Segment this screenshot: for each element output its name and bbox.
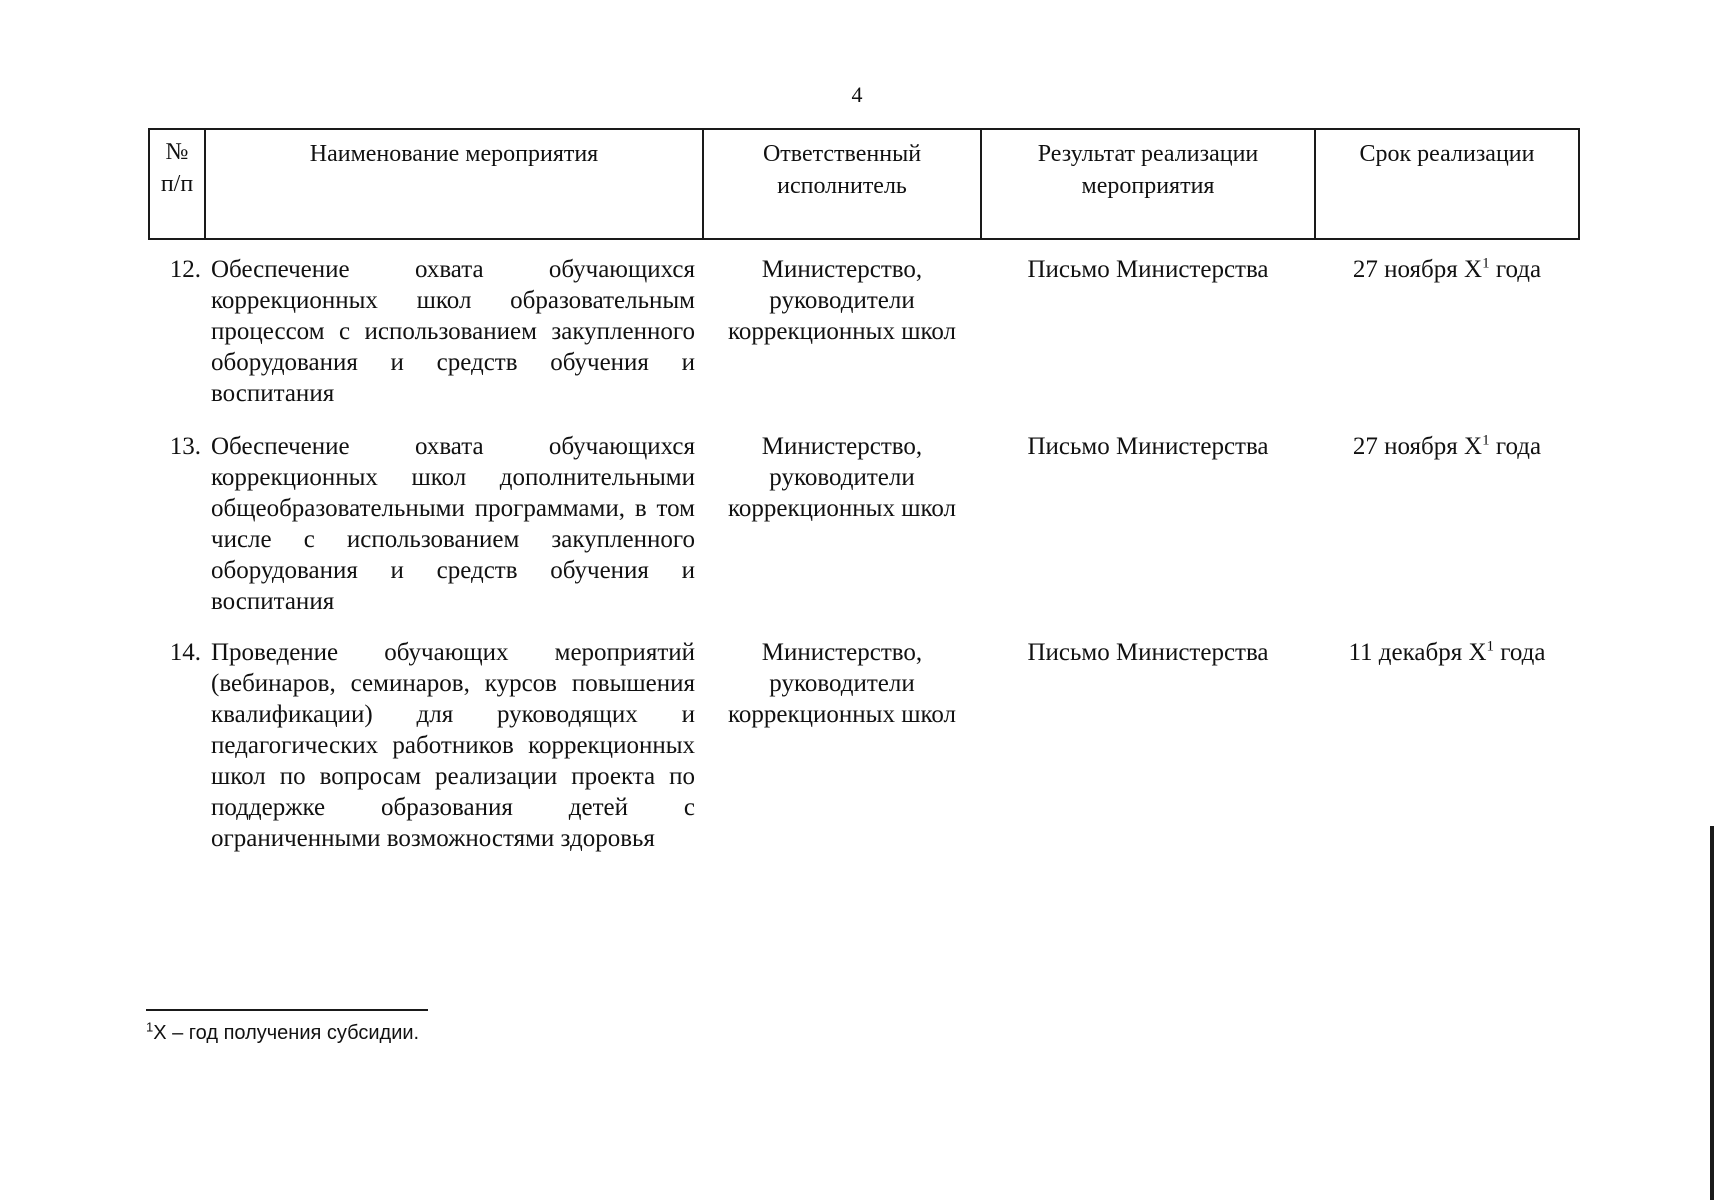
- activity-name: Обеспечение охвата обучающихся коррекционных школ образовательным процессом с использованием закупленного оборудования и средств обучения и воспитания: [211, 256, 695, 407]
- header-number: № п/п: [149, 129, 205, 239]
- row-number: 12.: [169, 256, 201, 283]
- footnote-reference: 1: [1482, 255, 1490, 272]
- activity-name: Проведение обучающих мероприятий (вебинаров, семинаров, курсов повышения квалификации) для руководящих и педагогических работников коррекционных школ по вопросам реализации проекта по поддержке образования детей с ограниченными возможностями здоровья: [211, 639, 695, 852]
- implementation-term: [1315, 637, 1579, 854]
- scan-edge-mark: [1710, 826, 1714, 1200]
- responsible-executor: [703, 239, 981, 431]
- footnote: [146, 1020, 419, 1046]
- responsible-line: коррекционных школ: [728, 318, 956, 345]
- header-responsible: Ответственный исполнитель: [703, 129, 981, 239]
- implementation-term: [1315, 431, 1579, 637]
- responsible-executor: [703, 637, 981, 854]
- footnote-separator: [146, 1009, 428, 1011]
- footnote-reference: 1: [1482, 432, 1490, 449]
- term-text: 11 декабря X: [1348, 639, 1487, 666]
- term-suffix: года: [1494, 639, 1546, 666]
- header-activity-name: Наименование мероприятия: [205, 129, 703, 239]
- responsible-line: коррекционных школ: [728, 701, 956, 728]
- row-number: 14.: [169, 639, 201, 666]
- header-result: Результат реализации мероприятия: [981, 129, 1315, 239]
- term-text: 27 ноября X: [1352, 433, 1483, 460]
- row-number: 13.: [169, 433, 201, 460]
- implementation-result: Письмо Министерства: [1027, 433, 1269, 460]
- responsible-line: Министерство,: [761, 433, 923, 460]
- table-row: [149, 239, 1579, 431]
- table-row: [149, 637, 1579, 854]
- header-term: Срок реализации: [1315, 129, 1579, 239]
- activity-name: Обеспечение охвата обучающихся коррекционных школ дополнительными общеобразовательными программами, в том числе с использованием закупленного оборудования и средств обучения и воспитания: [211, 433, 695, 615]
- responsible-executor: [703, 431, 981, 637]
- footnote-reference: 1: [1486, 638, 1495, 655]
- implementation-term: [1315, 239, 1579, 431]
- activities-table: [148, 128, 1580, 854]
- term-suffix: года: [1489, 433, 1542, 460]
- table-header: [149, 129, 1579, 239]
- page-number: 4: [851, 82, 863, 107]
- term-text: 27 ноября X: [1352, 256, 1483, 283]
- implementation-result: Письмо Министерства: [1027, 639, 1269, 666]
- table-row: [149, 431, 1579, 637]
- footnote-text: X – год получения субсидии.: [153, 1022, 420, 1044]
- implementation-result: Письмо Министерства: [1027, 256, 1269, 283]
- responsible-line: Министерство,: [761, 256, 923, 283]
- term-suffix: года: [1489, 256, 1542, 283]
- responsible-line: руководители: [769, 464, 915, 491]
- responsible-line: руководители: [769, 287, 915, 314]
- responsible-line: коррекционных школ: [728, 495, 956, 522]
- responsible-line: Министерство,: [761, 639, 923, 666]
- responsible-line: руководители: [769, 670, 915, 697]
- footnote-marker: 1: [146, 1019, 154, 1035]
